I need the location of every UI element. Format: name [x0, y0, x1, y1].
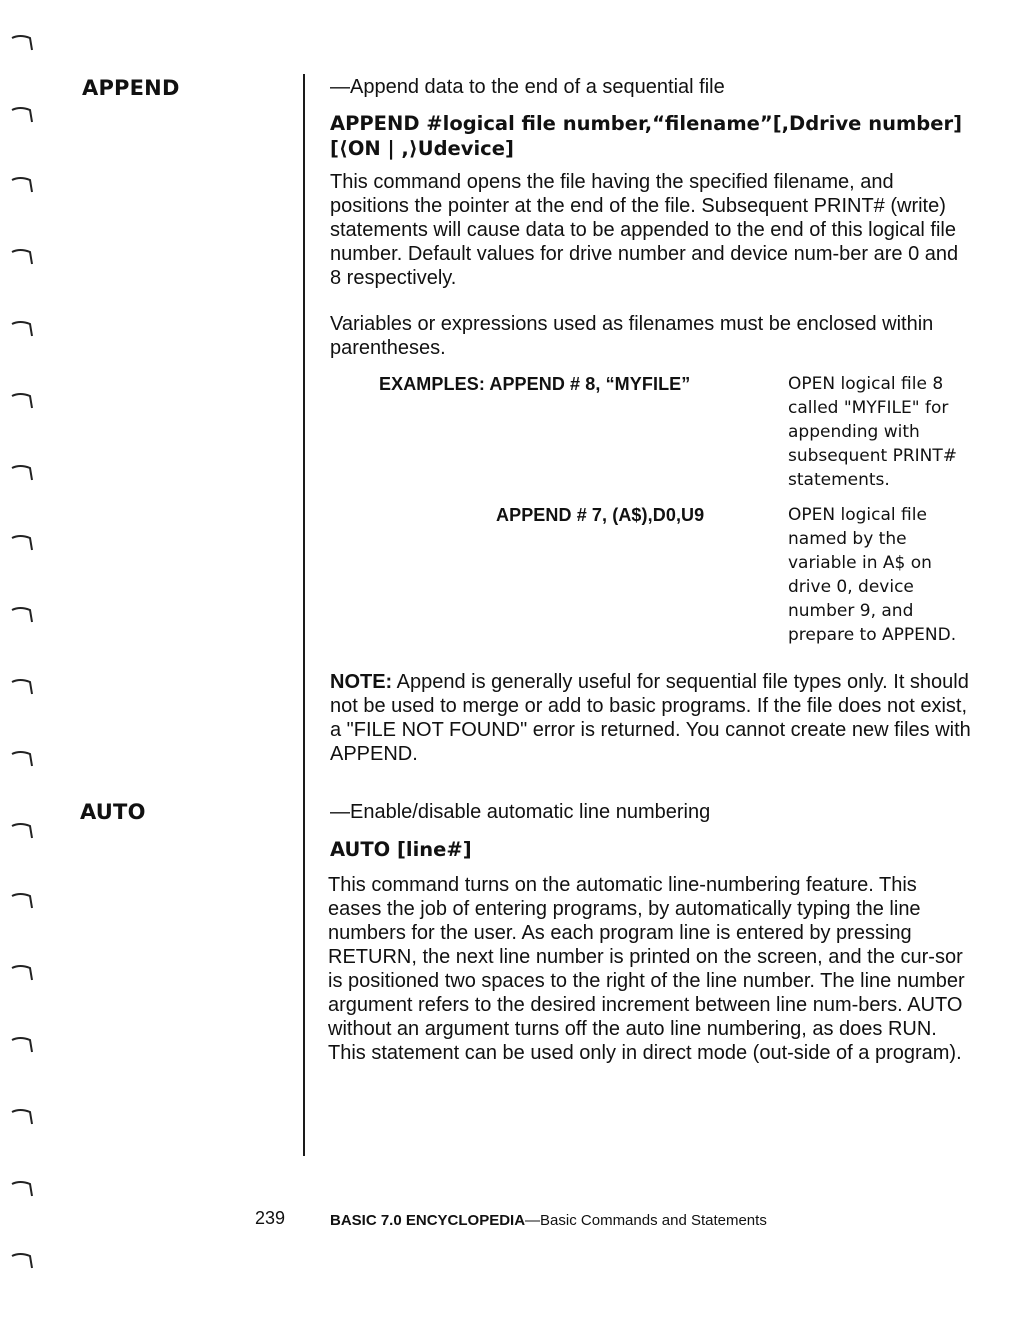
auto-syntax: AUTO [line#]: [330, 838, 472, 861]
append-note: [330, 670, 972, 766]
page-number: 239: [255, 1208, 286, 1228]
running-footer: [330, 1212, 767, 1229]
append-variables-block: [330, 312, 972, 360]
append-summary: —Append data to the end of a sequential file: [330, 76, 725, 98]
note-text: Append is generally useful for sequential file types only. It should not be used to merge or add to basic programs. If the file does not exist, a "FILE NOT FOUND" error is returned. You cannot create new files with APPEND.: [330, 671, 971, 765]
example-1-description: OPEN logical file 8 called "MYFILE" for appending with subsequent PRINT# statements.: [788, 374, 958, 490]
note-label: NOTE:: [330, 671, 393, 693]
append-variables-note: Variables or expressions used as filenames must be enclosed within parentheses.: [330, 313, 934, 359]
append-description: This command opens the file having the specified filename, and positions the pointer at the end of the file. Subsequent PRINT# (write) statements will cause data to be appended to the end of this logical file number. Default values for drive number and device num-ber are 0 and 8 respectively.: [330, 171, 959, 289]
column-divider: [303, 74, 305, 1156]
append-heading: APPEND: [82, 76, 180, 100]
footer-book-title: BASIC 7.0 ENCYCLOPEDIA: [330, 1212, 526, 1229]
append-syntax-line2: [⟨ON | ,⟩Udevice]: [330, 137, 514, 160]
append-summary-block: [330, 75, 972, 99]
append-note-block: [330, 670, 972, 766]
example-2-code: APPEND # 7, (A$),D0,U9: [496, 505, 705, 525]
auto-syntax-block: [330, 837, 972, 862]
auto-description-block: [328, 873, 970, 1065]
auto-heading: AUTO: [80, 800, 146, 824]
append-syntax-block: [330, 111, 972, 161]
append-description-block: [330, 170, 972, 290]
example-2-description: OPEN logical file named by the variable in A$ on drive 0, device number 9, and prepare to APPEND.: [788, 505, 957, 645]
binding-marks: [8, 28, 58, 1318]
footer-section: —Basic Commands and Statements: [525, 1212, 767, 1229]
auto-summary-block: [330, 800, 972, 824]
auto-summary: —Enable/disable automatic line numbering: [330, 801, 711, 823]
auto-description: This command turns on the automatic line-numbering feature. This eases the job of entering programs, by automatically typing the line numbers for the user. As each program line is entered by pressing RETURN, the next line number is printed on the screen, and the cur-sor is positioned two spaces to the right of the line number. The line number argument refers to the desired increment between line num-bers. AUTO without an argument turns off the auto line numbering, as does RUN. This statement can be used only in direct mode (out-side of a program).: [328, 874, 965, 1064]
append-syntax-line1: APPEND #logical file number,“filename”[,Ddrive number]: [330, 112, 962, 135]
example-1-code: EXAMPLES: APPEND # 8, “MYFILE”: [379, 374, 691, 394]
